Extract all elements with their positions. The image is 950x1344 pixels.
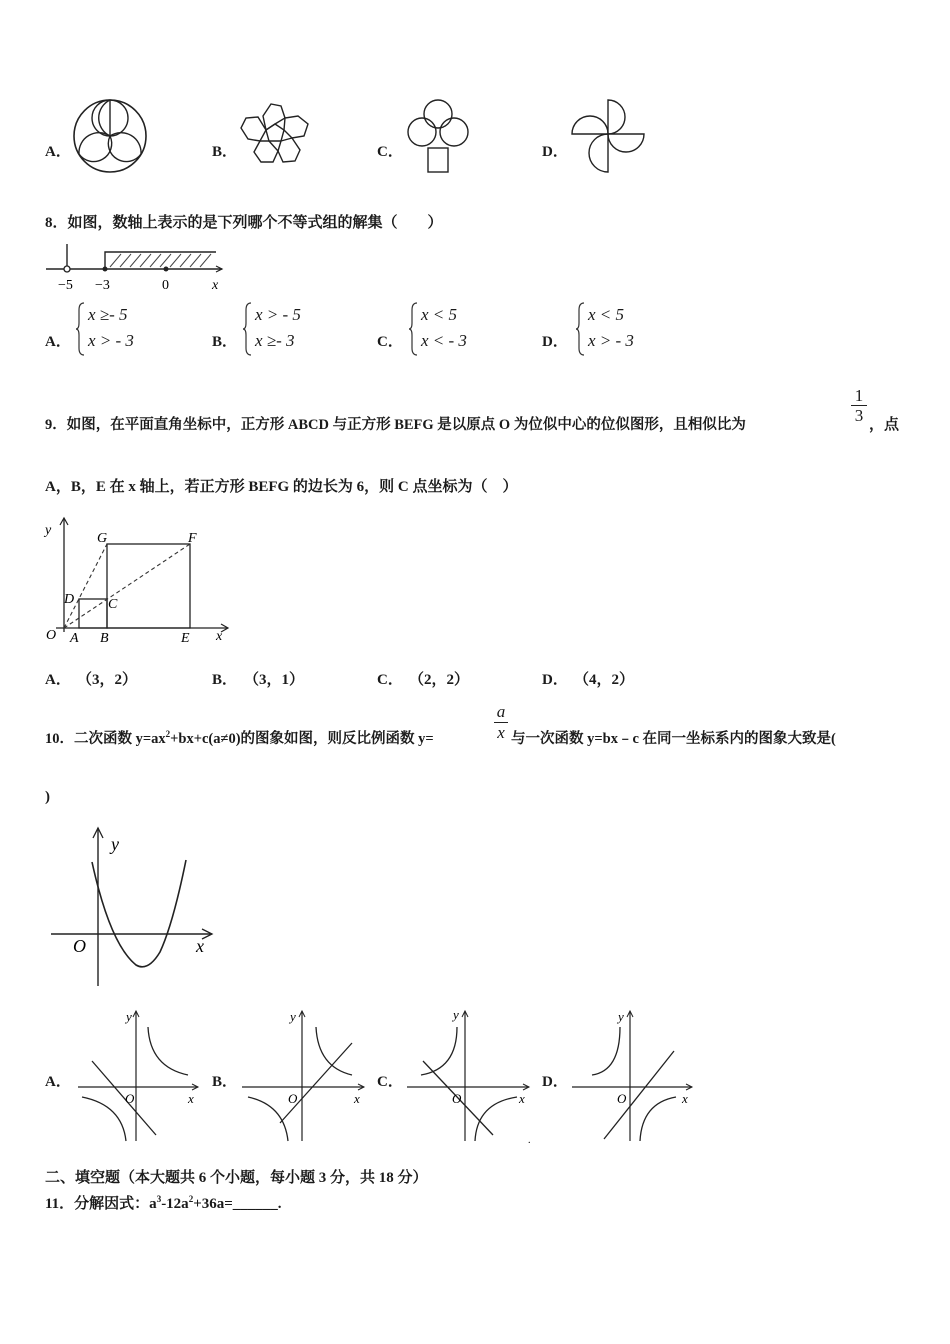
q7-figure-b [238,98,316,178]
q11-mid: -12a [161,1196,189,1212]
q10-option-b-graph [240,1005,370,1145]
q7-figure-c [403,98,475,178]
q9-stem-part1: 9．如图，在平面直角坐标中，正方形 ABCD 与正方形 BEFG 是以原点 O 为位似中心的位似图形，且相似比为 [45,417,746,433]
q9-label-o: O [46,628,57,643]
q8-option-c-line1: x < 5 [421,305,458,324]
q10-parabola-graph [48,824,220,992]
q8-tick-x: x [212,278,219,293]
q8-option-a-brace [76,302,86,356]
q8-option-b-brace [243,302,253,356]
q8-option-d-system [588,302,634,354]
q8-option-b-line2: x ≥- 3 [255,331,295,350]
q9-option-b-value: （3，1） [244,672,305,688]
q10-option-b-label: B． [212,1074,238,1090]
q9-ratio-numerator: 1 [854,386,864,405]
q7-figure-d [568,98,648,178]
q11-sup-3: 3 [156,1194,162,1204]
q9-option-a-label: A． [45,672,71,688]
svg-text:x: x [354,1091,360,1106]
q9-label-f: F [188,531,197,546]
q9-label-a: A [70,631,79,646]
q8-option-d-label: D． [542,334,568,350]
q9-stem-part2: ，点 [869,417,900,433]
q8-number-line [44,240,229,295]
q11-stem [45,1192,282,1213]
q10-stem-text2: +bx+c(a≠0)的图象如图，则反比例函数 y= [170,731,434,747]
q10-label-y: y [111,834,119,854]
q7-option-d-label: D． [542,144,568,160]
q11-suffix: +36a=______. [193,1196,282,1212]
q10-fraction [494,702,508,743]
q9-ratio-denominator: 3 [851,405,867,426]
q8-option-c-brace [409,302,419,356]
q10-option-a-graph [76,1005,204,1145]
svg-text:x: x [519,1091,525,1106]
q9-label-d: D [64,592,75,607]
q10-stem-part3: 与一次函数 y=bx﹣c 在同一坐标系内的图象大致是( [511,731,836,747]
q8-option-c-system [421,302,467,354]
q10-stem-part1 [45,727,434,748]
q9-label-g: G [97,531,108,546]
q9-label-x: x [216,629,223,644]
q10-label-x: x [196,936,204,956]
q10-option-d-label: D． [542,1074,568,1090]
q10-frac-numerator: a [496,702,506,721]
q9-label-y: y [45,523,52,538]
q7-figure-a [72,98,152,178]
q8-option-d-brace [576,302,586,356]
q9-ratio-fraction [851,387,867,426]
q9-option-a-value: （3，2） [77,672,138,688]
q8-option-b-line1: x > - 5 [255,305,301,324]
q8-option-a-label: A． [45,334,71,350]
svg-text:y: y [618,1009,624,1024]
q9-option-d-label: D． [542,672,568,688]
q10-frac-denominator: x [494,722,508,743]
svg-text:y: y [453,1007,459,1022]
svg-text:x: x [188,1091,194,1106]
q7-option-b-label: B． [212,144,238,160]
q9-option-d-value: （4，2） [574,672,635,688]
q11-prefix: 11．分解因式：a [45,1196,157,1212]
q8-option-a-system [88,302,134,354]
q9-option-b-label: B． [212,672,238,688]
section-2-title: 二、填空题（本大题共 6 个小题，每小题 3 分，共 18 分） [45,1170,428,1186]
q8-option-b-label: B． [212,334,238,350]
svg-text:y: y [126,1009,132,1024]
q8-option-d-line2: x > - 3 [588,331,634,350]
q8-tick-minus5: −5 [58,278,73,293]
q10-option-a-label: A． [45,1074,71,1090]
q8-option-b-system [255,302,301,354]
q8-stem: 8．如图，数轴上表示的是下列哪个不等式组的解集（ ） [45,215,443,231]
q7-option-c-label: C． [377,144,403,160]
svg-text:y: y [290,1009,296,1024]
q9-label-c: C [108,597,118,612]
q10-stem-text1: 10．二次函数 y=ax [45,731,166,747]
q9-stem-line2: A，B，E 在 x 轴上，若正方形 BEFG 的边长为 6，则 C 点坐标为（ ） [45,479,518,495]
q8-option-c-line2: x < - 3 [421,331,467,350]
q8-option-d-line1: x < 5 [588,305,625,324]
q9-option-c-value: （2，2） [409,672,470,688]
svg-text:O: O [125,1091,135,1106]
svg-text:O: O [617,1091,627,1106]
q7-option-a-label: A． [45,144,71,160]
q10-label-o: O [73,936,86,956]
q10-option-c-label: C． [377,1074,403,1090]
q8-option-a-line2: x > - 3 [88,331,134,350]
q10-option-c-graph [405,1005,535,1145]
q8-option-a-line1: x ≥- 5 [88,305,128,324]
q8-tick-minus3: −3 [95,278,110,293]
svg-text:x: x [682,1091,688,1106]
svg-text:O: O [288,1091,298,1106]
q10-stem-sup: 2 [165,729,171,740]
q9-option-c-label: C． [377,672,403,688]
q8-option-c-label: C． [377,334,403,350]
q11-sup-2: 2 [188,1194,194,1204]
q10-option-d-graph [570,1005,698,1145]
q9-label-e: E [181,631,190,646]
svg-text:.: . [528,1135,531,1146]
q9-figure [42,514,237,648]
q8-tick-0: 0 [162,278,169,293]
q9-label-b: B [100,631,109,646]
q10-stem-line2: ) [45,789,50,805]
svg-text:O: O [452,1091,462,1106]
